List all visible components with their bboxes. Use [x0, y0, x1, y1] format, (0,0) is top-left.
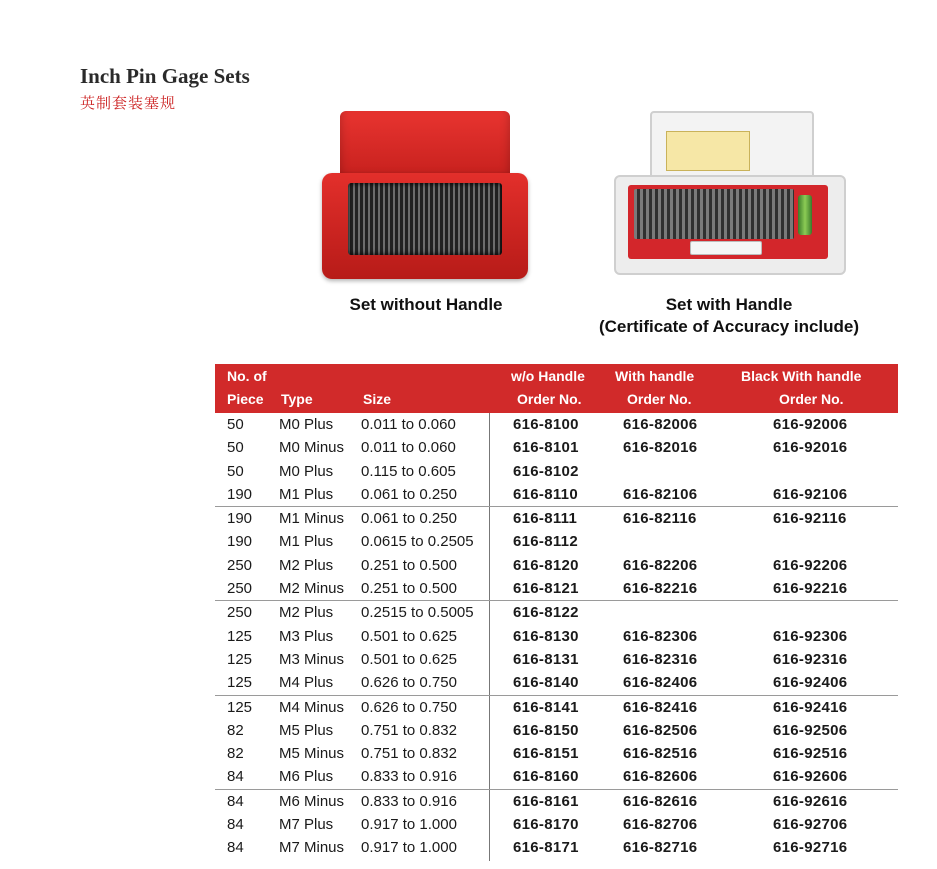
cell-black-handle-order: 616-92506 [773, 721, 848, 739]
cell-with-handle-order: 616-82416 [623, 698, 698, 716]
pin-tray [348, 183, 502, 255]
cell-wo-handle-order: 616-8160 [513, 768, 579, 786]
cell-piece: 50 [227, 416, 244, 433]
header-black-line2: Order No. [779, 391, 844, 407]
header-wo-line2: Order No. [517, 391, 582, 407]
certificate-of-accuracy [666, 131, 750, 171]
cell-black-handle-order: 616-92406 [773, 674, 848, 692]
cell-type: M4 Plus [279, 674, 334, 692]
pin-rows [634, 189, 794, 239]
cell-piece: 190 [227, 485, 253, 503]
cell-type: M1 Minus [279, 510, 345, 528]
table-row [215, 790, 898, 813]
cell-with-handle-order: 616-82706 [623, 816, 698, 834]
cell-size: 0.011 to 0.060 [361, 439, 456, 457]
cell-piece: 84 [227, 816, 244, 834]
set-without-handle-caption: Set without Handle [349, 295, 503, 314]
cell-black-handle-order: 616-92516 [773, 745, 848, 763]
cell-with-handle-order: 616-82616 [623, 792, 698, 810]
cell-type: M2 Minus [279, 580, 345, 598]
table-row [215, 719, 898, 742]
cell-size: 0.251 to 0.500 [361, 556, 457, 574]
cell-piece: 50 [227, 439, 244, 457]
table-row [215, 742, 898, 765]
cell-wo-handle-order: 616-8141 [513, 698, 579, 716]
cell-piece: 84 [227, 792, 244, 810]
cell-size: 0.626 to 0.750 [361, 698, 457, 716]
cell-wo-handle-order: 616-8112 [513, 533, 578, 551]
cell-with-handle-order: 616-82006 [623, 416, 698, 433]
cell-with-handle-order: 616-82116 [623, 510, 697, 528]
header-piece-line2: Piece [227, 391, 264, 407]
table-row [215, 696, 898, 719]
header-with-line2: Order No. [627, 391, 692, 407]
cell-wo-handle-order: 616-8102 [513, 462, 579, 480]
pin-gage-table [215, 364, 898, 860]
cell-black-handle-order: 616-92616 [773, 792, 848, 810]
cell-wo-handle-order: 616-8101 [513, 439, 579, 457]
cell-size: 0.917 to 1.000 [361, 816, 457, 834]
cell-type: M1 Plus [279, 485, 334, 503]
cell-size: 0.917 to 1.000 [361, 839, 457, 857]
page-subtitle: 英制套装塞规 [80, 94, 177, 112]
header-wo-line1: w/o Handle [511, 368, 585, 384]
table-row [215, 625, 898, 648]
cell-piece: 82 [227, 721, 244, 739]
table-header [215, 364, 898, 413]
table-row [215, 530, 898, 553]
pin-handle [798, 195, 812, 235]
cell-piece: 125 [227, 627, 253, 645]
cell-size: 0.833 to 0.916 [361, 768, 457, 786]
cell-type: M0 Plus [279, 462, 334, 480]
table-row [215, 554, 898, 577]
cell-piece: 84 [227, 839, 244, 857]
cell-type: M0 Minus [279, 439, 345, 457]
cell-type: M4 Minus [279, 698, 345, 716]
header-piece-line1: No. of [227, 368, 267, 384]
cell-with-handle-order: 616-82106 [623, 485, 698, 503]
cell-with-handle-order: 616-82016 [623, 439, 698, 457]
cell-wo-handle-order: 616-8121 [513, 580, 579, 598]
cell-size: 0.833 to 0.916 [361, 792, 457, 810]
cell-piece: 190 [227, 533, 253, 551]
cell-piece: 190 [227, 510, 253, 528]
page-title: Inch Pin Gage Sets [80, 64, 250, 88]
set-with-handle-caption-line2: (Certificate of Accuracy include) [598, 317, 860, 336]
table-row [215, 413, 898, 436]
cell-type: M2 Plus [279, 556, 334, 574]
cell-black-handle-order: 616-92216 [773, 580, 848, 598]
set-with-handle-image [614, 111, 844, 273]
cell-piece: 250 [227, 580, 253, 598]
cell-wo-handle-order: 616-8122 [513, 604, 579, 622]
cell-black-handle-order: 616-92706 [773, 816, 848, 834]
cell-black-handle-order: 616-92206 [773, 556, 848, 574]
table-row [215, 436, 898, 459]
cell-piece: 50 [227, 462, 244, 480]
cell-wo-handle-order: 616-8131 [513, 650, 579, 668]
cell-wo-handle-order: 616-8151 [513, 745, 579, 763]
cell-with-handle-order: 616-82516 [623, 745, 698, 763]
cell-wo-handle-order: 616-8150 [513, 721, 579, 739]
cell-with-handle-order: 616-82606 [623, 768, 698, 786]
cell-black-handle-order: 616-92016 [773, 439, 848, 457]
cell-wo-handle-order: 616-8171 [513, 839, 579, 857]
cell-with-handle-order: 616-82506 [623, 721, 698, 739]
cell-black-handle-order: 616-92106 [773, 485, 848, 503]
cell-wo-handle-order: 616-8111 [513, 510, 578, 528]
case-grip [690, 241, 762, 255]
cell-type: M5 Minus [279, 745, 345, 763]
table-row [215, 813, 898, 836]
cell-type: M3 Plus [279, 627, 334, 645]
table-row [215, 460, 898, 483]
cell-size: 0.501 to 0.625 [361, 627, 457, 645]
cell-wo-handle-order: 616-8110 [513, 485, 578, 503]
cell-size: 0.061 to 0.250 [361, 510, 457, 528]
cell-with-handle-order: 616-82316 [623, 650, 698, 668]
cell-size: 0.626 to 0.750 [361, 674, 457, 692]
cell-wo-handle-order: 616-8120 [513, 556, 579, 574]
cell-with-handle-order: 616-82406 [623, 674, 698, 692]
cell-with-handle-order: 616-82216 [623, 580, 698, 598]
cell-type: M3 Minus [279, 650, 345, 668]
cell-size: 0.751 to 0.832 [361, 745, 457, 763]
set-with-handle-caption [568, 294, 890, 338]
cell-piece: 125 [227, 674, 253, 692]
cell-type: M7 Plus [279, 816, 334, 834]
set-without-handle-image [322, 111, 528, 279]
table-row [215, 577, 898, 601]
cell-black-handle-order: 616-92316 [773, 650, 848, 668]
header-black-line1: Black With handle [741, 368, 862, 384]
cell-type: M0 Plus [279, 416, 334, 433]
cell-piece: 125 [227, 698, 253, 716]
cell-piece: 125 [227, 650, 253, 668]
cell-size: 0.011 to 0.060 [361, 416, 456, 433]
table-row [215, 483, 898, 507]
table-row [215, 671, 898, 695]
cell-piece: 250 [227, 556, 253, 574]
cell-piece: 84 [227, 768, 244, 786]
cell-with-handle-order: 616-82306 [623, 627, 698, 645]
cell-black-handle-order: 616-92716 [773, 839, 848, 857]
cell-wo-handle-order: 616-8170 [513, 816, 579, 834]
cell-size: 0.751 to 0.832 [361, 721, 457, 739]
table-row [215, 836, 898, 859]
cell-size: 0.115 to 0.605 [361, 462, 456, 480]
cell-with-handle-order: 616-82716 [623, 839, 698, 857]
header-with-line1: With handle [615, 368, 695, 384]
cell-size: 0.2515 to 0.5005 [361, 604, 474, 622]
cell-type: M6 Plus [279, 768, 334, 786]
cell-size: 0.501 to 0.625 [361, 650, 457, 668]
cell-type: M6 Minus [279, 792, 345, 810]
cell-black-handle-order: 616-92306 [773, 627, 848, 645]
cell-wo-handle-order: 616-8130 [513, 627, 579, 645]
cell-black-handle-order: 616-92606 [773, 768, 848, 786]
cell-type: M7 Minus [279, 839, 345, 857]
cell-size: 0.251 to 0.500 [361, 580, 457, 598]
header-size: Size [363, 391, 392, 407]
cell-wo-handle-order: 616-8100 [513, 416, 579, 433]
cell-black-handle-order: 616-92416 [773, 698, 848, 716]
table-body [215, 413, 898, 860]
table-row [215, 601, 898, 624]
table-row [215, 507, 898, 530]
cell-wo-handle-order: 616-8161 [513, 792, 579, 810]
cell-black-handle-order: 616-92006 [773, 416, 848, 433]
cell-type: M5 Plus [279, 721, 334, 739]
header-type: Type [281, 391, 313, 407]
cell-wo-handle-order: 616-8140 [513, 674, 579, 692]
set-with-handle-caption-line1: Set with Handle [665, 295, 793, 314]
table-row [215, 765, 898, 789]
cell-piece: 250 [227, 604, 253, 622]
cell-with-handle-order: 616-82206 [623, 556, 698, 574]
cell-size: 0.0615 to 0.2505 [361, 533, 474, 551]
cell-size: 0.061 to 0.250 [361, 485, 457, 503]
cell-type: M2 Plus [279, 604, 334, 622]
table-row [215, 648, 898, 671]
cell-piece: 82 [227, 745, 244, 763]
cell-type: M1 Plus [279, 533, 334, 551]
cell-black-handle-order: 616-92116 [773, 510, 847, 528]
